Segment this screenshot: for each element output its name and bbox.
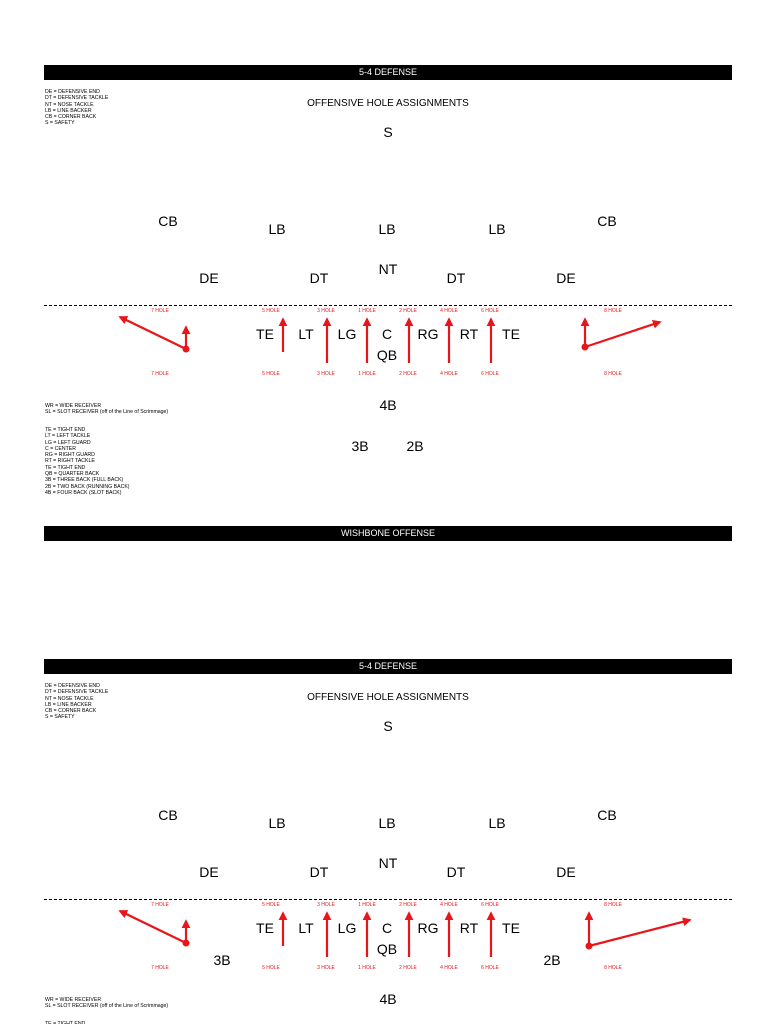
hole-label-2-top: 2 HOLE xyxy=(399,902,417,908)
left-guard: LG xyxy=(337,326,357,342)
left-tackle: LT xyxy=(298,326,314,342)
tight-end-left: TE xyxy=(256,920,274,936)
defense-legend: DE = DEFENSIVE END DT = DEFENSIVE TACKLE NT = NOSE TACKLE LB = LINE BACKER CB = CORNER BACK S = SAFETY xyxy=(45,89,109,127)
linebacker-left: LB xyxy=(268,815,286,831)
safety: S xyxy=(383,718,393,734)
receiver-legend: WR = WIDE RECEIVER SL = SLOT RECEIVER (off of the Line of Scrimmage) xyxy=(45,403,169,416)
center: C xyxy=(381,920,393,936)
tight-end-left: TE xyxy=(256,326,274,342)
hole-label-6-top: 6 HOLE xyxy=(481,308,499,314)
hole-label-2-bottom: 2 HOLE xyxy=(399,371,417,377)
hole-label-2-top: 2 HOLE xyxy=(399,308,417,314)
nose-tackle: NT xyxy=(378,855,398,871)
tight-end-right: TE xyxy=(502,326,520,342)
playbook-diagram-2 xyxy=(44,659,732,1024)
left-tackle: LT xyxy=(298,920,314,936)
wing-dot-left xyxy=(183,940,190,947)
right-guard: RG xyxy=(417,920,439,936)
hole-label-8-bottom: 8 HOLE xyxy=(604,965,622,971)
arrow-hole-7-route xyxy=(120,911,186,943)
hole-arrows xyxy=(44,65,732,541)
hole-label-1-bottom: 1 HOLE xyxy=(358,965,376,971)
hole-label-1-top: 1 HOLE xyxy=(358,902,376,908)
linebacker-left: LB xyxy=(268,221,286,237)
two-back: 2B xyxy=(543,952,561,968)
nose-tackle: NT xyxy=(378,261,398,277)
defensive-end-right: DE xyxy=(556,864,576,880)
hole-label-7-top: 7 HOLE xyxy=(151,902,169,908)
hole-label-5-bottom: 5 HOLE xyxy=(262,371,280,377)
tight-end-right: TE xyxy=(502,920,520,936)
offense-legend: TE = TIGHT END LT = LEFT TACKLE LG = LEFT GUARD C = CENTER RG = RIGHT GUARD RT = RIGHT TACKLE TE = TIGHT END QB = QUARTER BACK 3B = THREE BACK (FULL BACK) 2B = TWO BACK (RUNNING BACK) 4B = FOUR BACK (SLOT BACK) xyxy=(45,427,130,496)
hole-label-6-top: 6 HOLE xyxy=(481,902,499,908)
four-back: 4B xyxy=(379,397,397,413)
corner-back-left: CB xyxy=(158,213,178,229)
receiver-legend: WR = WIDE RECEIVER SL = SLOT RECEIVER (off of the Line of Scrimmage) xyxy=(45,997,169,1010)
hole-label-7-top: 7 HOLE xyxy=(151,308,169,314)
linebacker-right: LB xyxy=(488,815,506,831)
hole-label-8-top: 8 HOLE xyxy=(604,902,622,908)
hole-label-4-top: 4 HOLE xyxy=(440,902,458,908)
defense-title-bar: 5-4 DEFENSE xyxy=(44,65,732,80)
hole-label-3-top: 3 HOLE xyxy=(317,902,335,908)
hole-label-7-bottom: 7 HOLE xyxy=(151,965,169,971)
hole-arrows xyxy=(44,659,732,1024)
four-back: 4B xyxy=(379,991,397,1007)
corner-back-right: CB xyxy=(597,213,617,229)
hole-label-5-top: 5 HOLE xyxy=(262,902,280,908)
arrow-hole-7-route xyxy=(120,317,186,349)
hole-label-1-top: 1 HOLE xyxy=(358,308,376,314)
right-tackle: RT xyxy=(459,920,479,936)
hole-label-5-bottom: 5 HOLE xyxy=(262,965,280,971)
hole-label-8-bottom: 8 HOLE xyxy=(604,371,622,377)
left-guard: LG xyxy=(337,920,357,936)
arrow-hole-8-route xyxy=(585,322,660,347)
defensive-end-left: DE xyxy=(199,270,219,286)
quarterback: QB xyxy=(376,941,398,957)
defense-title-bar: 5-4 DEFENSE xyxy=(44,659,732,674)
corner-back-left: CB xyxy=(158,807,178,823)
linebacker-middle: LB xyxy=(378,221,396,237)
three-back: 3B xyxy=(213,952,231,968)
defensive-tackle-right: DT xyxy=(446,270,466,286)
hole-label-6-bottom: 6 HOLE xyxy=(481,371,499,377)
defensive-tackle-left: DT xyxy=(309,270,329,286)
wing-dot-right xyxy=(586,943,593,950)
wing-dot-right xyxy=(582,344,589,351)
hole-label-6-bottom: 6 HOLE xyxy=(481,965,499,971)
hole-label-5-top: 5 HOLE xyxy=(262,308,280,314)
hole-label-3-bottom: 3 HOLE xyxy=(317,371,335,377)
hole-label-8-top: 8 HOLE xyxy=(604,308,622,314)
quarterback: QB xyxy=(376,347,398,363)
defensive-tackle-right: DT xyxy=(446,864,466,880)
hole-label-4-top: 4 HOLE xyxy=(440,308,458,314)
linebacker-middle: LB xyxy=(378,815,396,831)
diagram-title: OFFENSIVE HOLE ASSIGNMENTS xyxy=(307,692,469,703)
offense-legend: TE = TIGHT END xyxy=(45,1021,86,1024)
hole-label-1-bottom: 1 HOLE xyxy=(358,371,376,377)
arrow-hole-8-route xyxy=(589,920,690,946)
center: C xyxy=(381,326,393,342)
corner-back-right: CB xyxy=(597,807,617,823)
playbook-diagram-1 xyxy=(44,65,732,541)
offense-title-bar: WISHBONE OFFENSE xyxy=(44,526,732,541)
hole-label-4-bottom: 4 HOLE xyxy=(440,371,458,377)
three-back: 3B xyxy=(351,438,369,454)
hole-label-4-bottom: 4 HOLE xyxy=(440,965,458,971)
defense-legend: DE = DEFENSIVE END DT = DEFENSIVE TACKLE NT = NOSE TACKLE LB = LINE BACKER CB = CORNER BACK S = SAFETY xyxy=(45,683,109,721)
right-tackle: RT xyxy=(459,326,479,342)
wing-dot-left xyxy=(183,346,190,353)
linebacker-right: LB xyxy=(488,221,506,237)
safety: S xyxy=(383,124,393,140)
hole-label-3-top: 3 HOLE xyxy=(317,308,335,314)
right-guard: RG xyxy=(417,326,439,342)
hole-label-7-bottom: 7 HOLE xyxy=(151,371,169,377)
defensive-tackle-left: DT xyxy=(309,864,329,880)
defensive-end-left: DE xyxy=(199,864,219,880)
hole-label-3-bottom: 3 HOLE xyxy=(317,965,335,971)
defensive-end-right: DE xyxy=(556,270,576,286)
diagram-title: OFFENSIVE HOLE ASSIGNMENTS xyxy=(307,98,469,109)
hole-label-2-bottom: 2 HOLE xyxy=(399,965,417,971)
two-back: 2B xyxy=(406,438,424,454)
